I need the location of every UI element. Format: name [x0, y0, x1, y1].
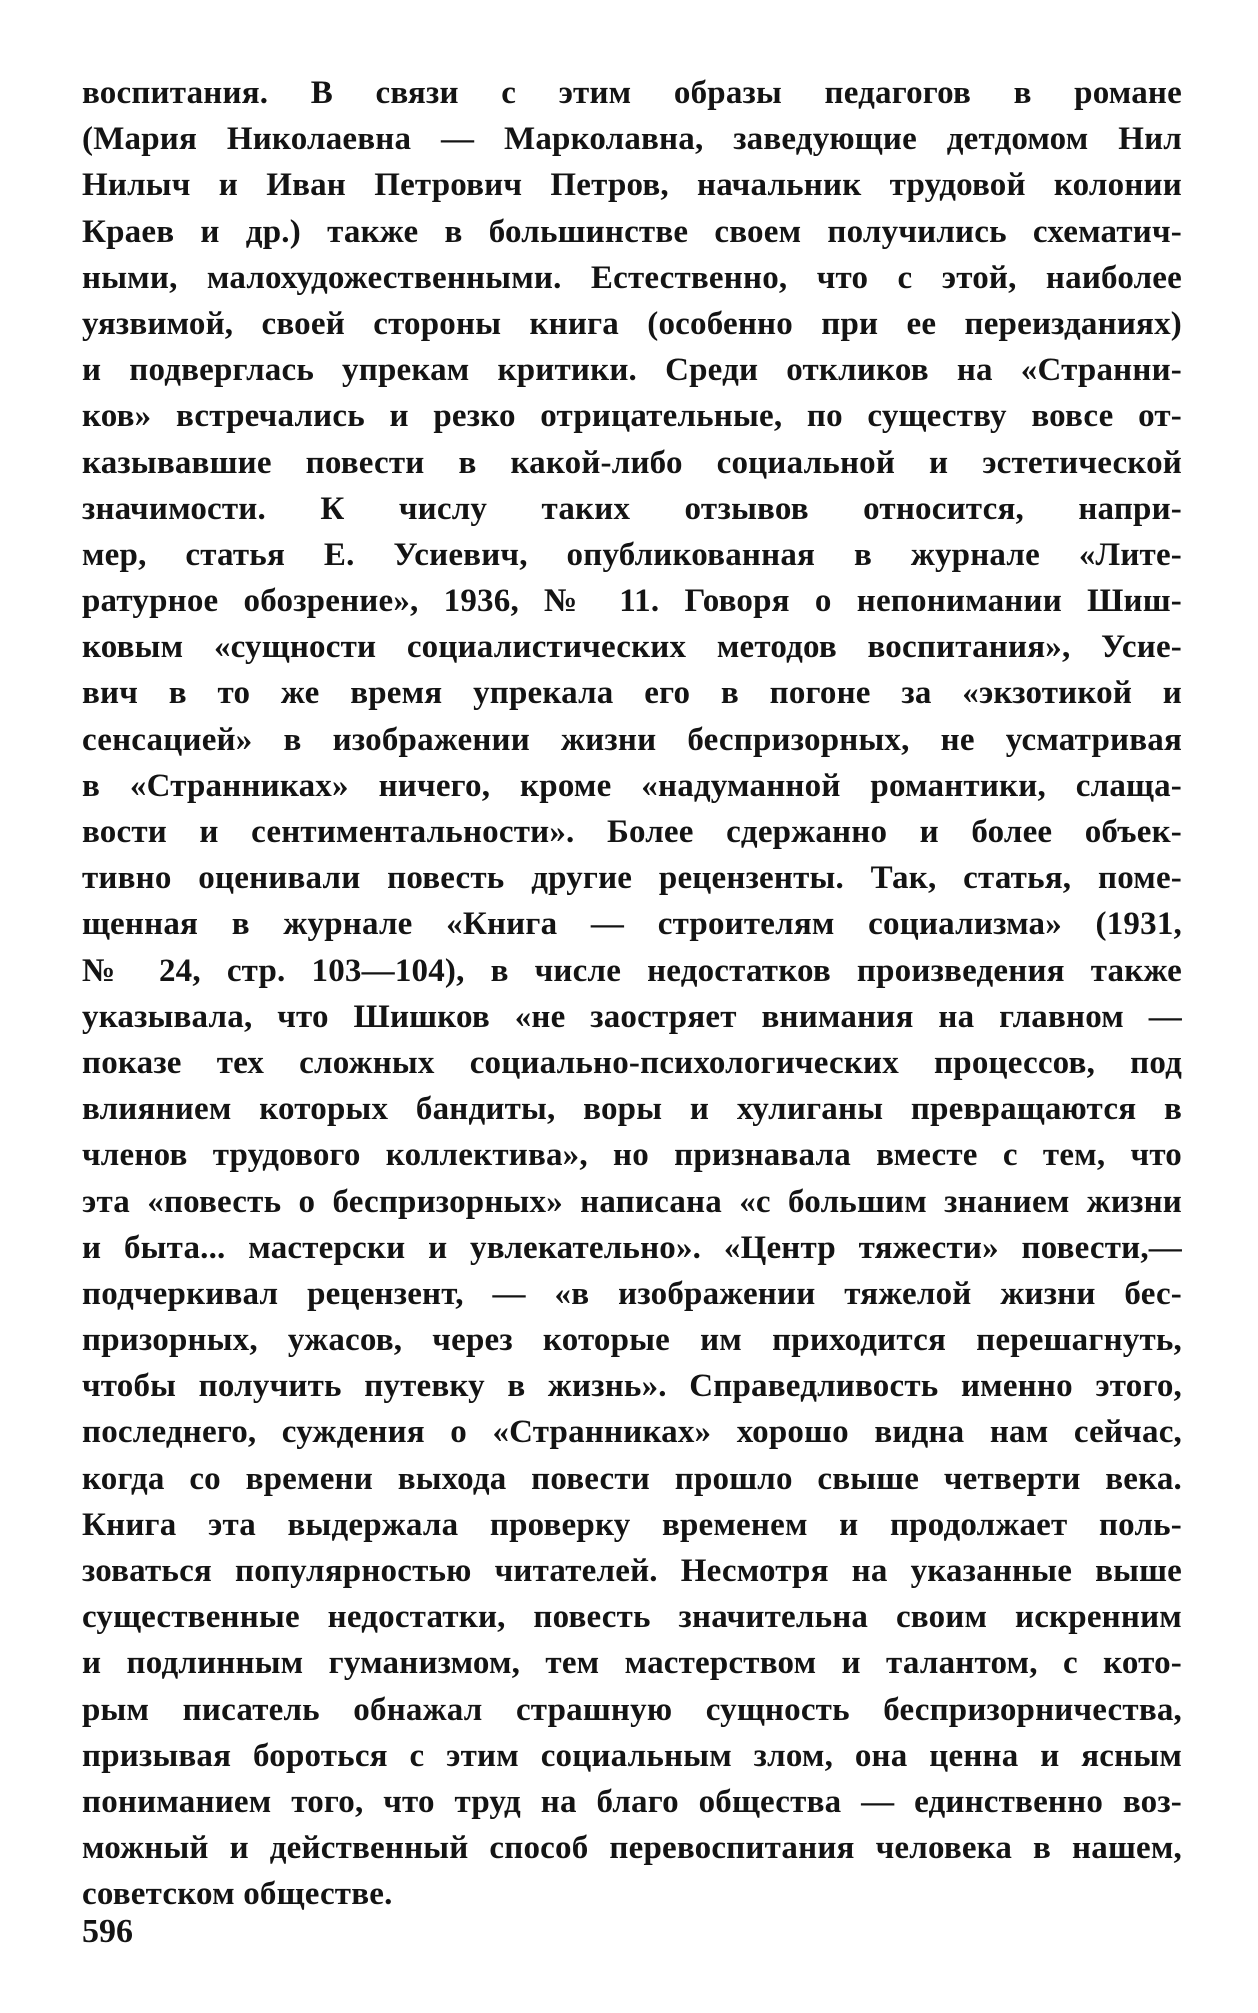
text-line: уязвимой, своей стороны книга (особенно при ее переизданиях) [82, 305, 1182, 342]
text-line: пониманием того, что труд на благо общества — единственно воз- [82, 1783, 1182, 1820]
text-line: последнего, суждения о «Странниках» хорошо видна нам сейчас, [82, 1414, 1182, 1451]
text-line: призорных, ужасов, через которые им приходится перешагнуть, [82, 1322, 1182, 1359]
text-line: влиянием которых бандиты, воры и хулиганы превращаются в [82, 1091, 1182, 1128]
body-text [82, 70, 1182, 1918]
text-line: вости и сентиментальности». Более сдержанно и более объек- [82, 814, 1182, 850]
text-line: (Мария Николаевна — Марколавна, заведующие детдомом Нил [82, 121, 1182, 158]
text-line: тивно оценивали повесть другие рецензенты. Так, статья, поме- [82, 860, 1182, 897]
text-line: подчеркивал рецензент, — «в изображении тяжелой жизни бес- [82, 1275, 1182, 1312]
text-line: в «Странниках» ничего, кроме «надуманной романтики, слаща- [82, 767, 1182, 804]
text-line: советском обществе. [82, 1876, 393, 1913]
text-line: и подверглась упрекам критики. Среди откликов на «Странни- [82, 352, 1182, 389]
text-line: эта «повесть о беспризорных» написана «с большим знанием жизни [82, 1183, 1182, 1220]
text-line: когда со времени выхода повести прошло свыше четверти века. [82, 1460, 1182, 1497]
text-line: можный и действенный способ перевоспитания человека в нашем, [82, 1830, 1182, 1867]
text-line: Краев и др.) также в большинстве своем получились схематич- [82, 213, 1182, 250]
page-number: 596 [82, 1913, 133, 1950]
text-line: ными, малохудожественными. Естественно, что с этой, наиболее [82, 259, 1182, 296]
text-line: зоваться популярностью читателей. Несмотря на указанные выше [82, 1553, 1182, 1589]
text-line: казывавшие повести в какой-либо социальной и эстетической [82, 444, 1182, 481]
text-line: членов трудового коллектива», но признавала вместе с тем, что [82, 1137, 1182, 1174]
text-line: Нилыч и Иван Петрович Петров, начальник трудовой колонии [82, 167, 1182, 204]
text-line: воспитания. В связи с этим образы педагогов в романе [82, 75, 1182, 111]
text-line: и подлинным гуманизмом, тем мастерством и талантом, с кото- [82, 1645, 1182, 1682]
text-line: рым писатель обнажал страшную сущность беспризорничества, [82, 1691, 1182, 1728]
text-line: существенные недостатки, повесть значительна своим искренним [82, 1599, 1182, 1636]
text-line: № 24, стр. 103—104), в числе недостатков произведения также [82, 952, 1182, 989]
text-line: ков» встречались и резко отрицательные, по существу вовсе от- [82, 398, 1182, 435]
text-line: указывала, что Шишков «не заостряет внимания на главном — [82, 998, 1182, 1035]
text-line: призывая бороться с этим социальным злом, она ценна и ясным [82, 1737, 1182, 1774]
text-line: чтобы получить путевку в жизнь». Справедливость именно этого, [82, 1368, 1182, 1405]
text-line: щенная в журнале «Книга — строителям социализма» (1931, [82, 906, 1182, 943]
text-line: Книга эта выдержала проверку временем и продолжает поль- [82, 1506, 1182, 1543]
text-line: мер, статья Е. Усиевич, опубликованная в журнале «Лите- [82, 536, 1182, 573]
text-line: значимости. К числу таких отзывов относится, напри- [82, 490, 1182, 527]
text-line: показе тех сложных социально-психологических процессов, под [82, 1044, 1182, 1081]
text-line: и быта... мастерски и увлекательно». «Центр тяжести» повести,— [82, 1229, 1182, 1266]
text-line: сенсацией» в изображении жизни беспризорных, не усматривая [82, 721, 1182, 758]
text-line: ковым «сущности социалистических методов воспитания», Усие- [82, 629, 1182, 666]
text-line: ратурное обозрение», 1936, № 11. Говоря о непонимании Шиш- [82, 583, 1182, 620]
text-line: вич в то же время упрекала его в погоне за «экзотикой и [82, 675, 1182, 712]
